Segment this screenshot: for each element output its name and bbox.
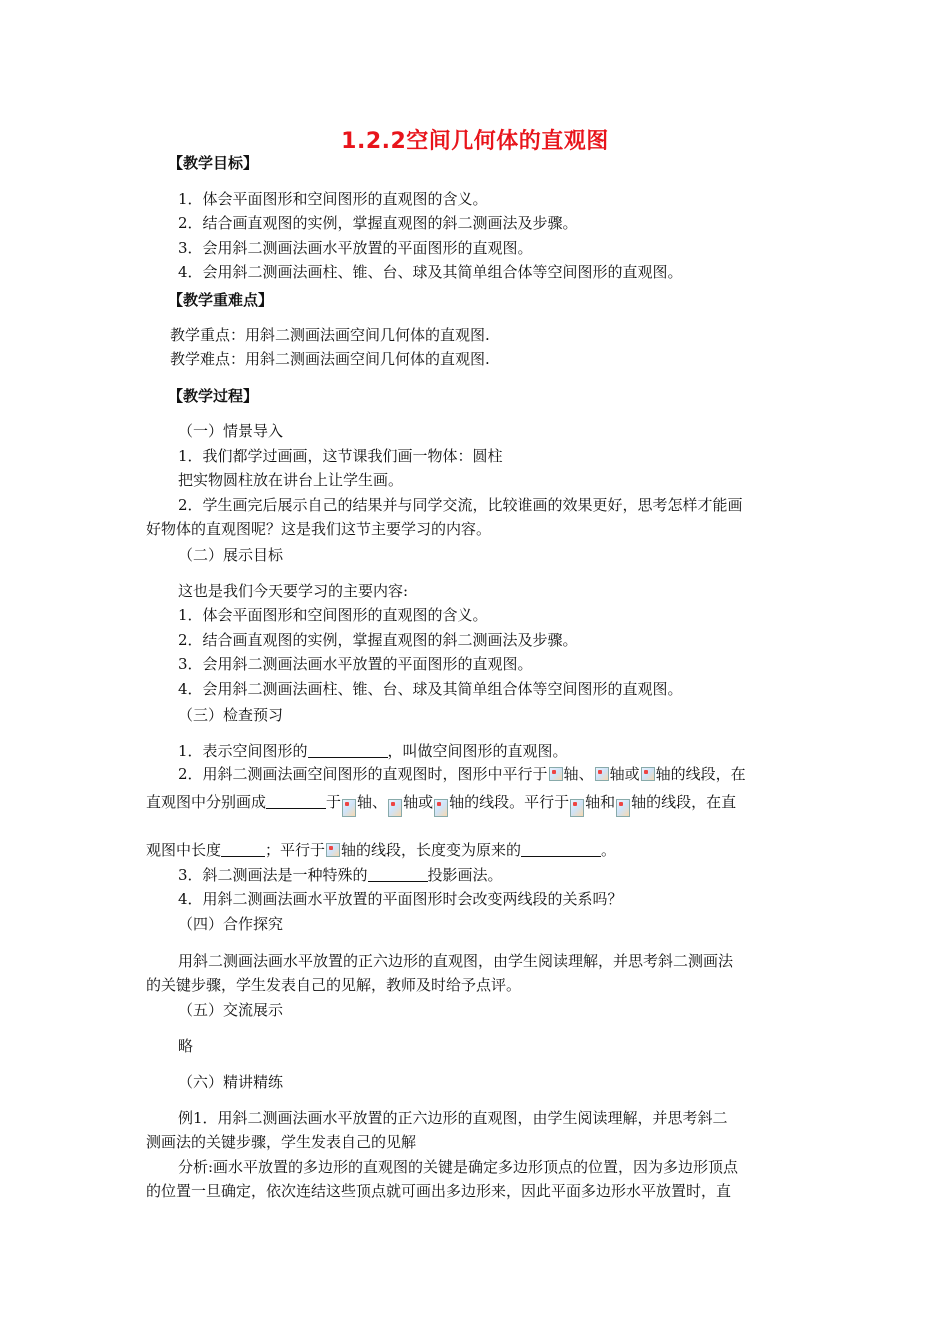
q3-text: 3．斜二测画法是一种特殊的 — [178, 866, 368, 884]
section-4-line: 的关键步骤，学生发表自己的见解，教师及时给予点评。 — [146, 976, 522, 994]
axis-text: 轴 — [357, 793, 373, 811]
axis-text: 轴 — [609, 765, 625, 783]
punct: 、 — [578, 765, 594, 783]
axis-image-icon — [595, 767, 609, 781]
section-5-heading: （五）交流展示 — [178, 1001, 284, 1019]
axis-image-icon — [342, 799, 356, 817]
axis-image-icon — [616, 799, 630, 817]
q2-text: 轴的线段，在直 — [631, 793, 737, 811]
section-1-line: 2．学生画完后展示自己的结果并与同学交流，比较谁画的效果更好，思考怎样才能画 — [178, 496, 743, 514]
axis-image-icon — [388, 799, 402, 817]
yu-text: 于 — [326, 793, 342, 811]
question-2-line-1 — [178, 764, 746, 784]
question-2-line-3 — [146, 840, 616, 860]
section-1-line: 把实物圆柱放在讲台上让学生画。 — [178, 471, 404, 489]
keypoint-focus: 教学重点：用斜二测画法画空间几何体的直观图. — [170, 326, 490, 344]
section-2-intro: 这也是我们今天要学习的主要内容: — [178, 582, 409, 600]
q2-text: 观图中长度 — [146, 841, 222, 859]
goals-heading: 【教学目标】 — [168, 154, 259, 172]
doc-title: 1.2.2空间几何体的直观图 — [341, 129, 609, 154]
q2-text: 轴的线段，在 — [655, 765, 746, 783]
axis-text: 轴 — [563, 765, 579, 783]
q1-text-a: 1．表示空间图形的 — [178, 742, 308, 760]
section-1-line: 1．我们都学过画画，这节课我们画一物体：圆柱 — [178, 447, 503, 465]
section-2-heading: （二）展示目标 — [178, 546, 284, 564]
answer-blank[interactable] — [266, 793, 326, 809]
axis-image-icon — [434, 799, 448, 817]
axis-image-icon — [641, 767, 655, 781]
q2-text: 轴的线段。平行于 — [449, 793, 570, 811]
section-2-line: 4．会用斜二测画法画柱、锥、台、球及其简单组合体等空间图形的直观图。 — [178, 680, 683, 698]
question-4: 4．用斜二测画法画水平放置的平面图形时会改变两线段的关系吗？ — [178, 890, 623, 908]
keypoint-difficulty: 教学难点：用斜二测画法画空间几何体的直观图. — [170, 350, 490, 368]
section-4-line: 用斜二测画法画水平放置的正六边形的直观图，由学生阅读理解，并思考斜二测画法 — [178, 952, 734, 970]
q1-text-b: ，叫做空间图形的直观图。 — [387, 742, 568, 760]
axis-text: 轴 — [403, 793, 419, 811]
goal-4: 4．会用斜二测画法画柱、锥、台、球及其简单组合体等空间图形的直观图。 — [178, 263, 683, 281]
answer-blank[interactable] — [221, 841, 265, 857]
section-2-line: 3．会用斜二测画法画水平放置的平面图形的直观图。 — [178, 655, 533, 673]
q2-text: ；平行于 — [265, 841, 326, 859]
or-text: 或 — [418, 793, 434, 811]
question-1 — [178, 741, 568, 761]
answer-blank[interactable] — [368, 866, 428, 882]
answer-blank[interactable] — [308, 742, 388, 758]
axis-image-icon — [570, 799, 584, 817]
answer-blank[interactable] — [521, 841, 601, 857]
process-heading: 【教学过程】 — [168, 387, 259, 405]
section-3-heading: （三）检查预习 — [178, 706, 284, 724]
q3-text: 投影画法。 — [427, 866, 503, 884]
axis-image-icon — [549, 767, 563, 781]
goal-3: 3．会用斜二测画法画水平放置的平面图形的直观图。 — [178, 239, 533, 257]
punct: 、 — [372, 793, 388, 811]
section-6-line: 例1．用斜二测画法画水平放置的正六边形的直观图，由学生阅读理解，并思考斜二 — [178, 1109, 728, 1127]
punct: 。 — [601, 841, 617, 859]
q2-text: 直观图中分别画成 — [146, 793, 267, 811]
goal-1: 1．体会平面图形和空间图形的直观图的含义。 — [178, 190, 488, 208]
question-3 — [178, 865, 503, 885]
section-6-line: 测画法的关键步骤，学生发表自己的见解 — [146, 1133, 417, 1151]
section-6-line: 分析:画水平放置的多边形的直观图的关键是确定多边形顶点的位置，因为多边形顶点 — [178, 1158, 739, 1176]
or-text: 或 — [624, 765, 640, 783]
keypoints-heading: 【教学重难点】 — [168, 291, 274, 309]
and-text: 轴和 — [585, 793, 616, 811]
section-1-line: 好物体的直观图呢？这是我们这节主要学习的内容。 — [146, 520, 492, 538]
section-1-heading: （一）情景导入 — [178, 422, 284, 440]
q2-text: 2．用斜二测画法画空间图形的直观图时，图形中平行于 — [178, 765, 548, 783]
section-6-line: 的位置一旦确定，依次连结这些顶点就可画出多边形来，因此平面多边形水平放置时，直 — [146, 1182, 732, 1200]
question-2-line-2 — [146, 792, 736, 817]
axis-image-icon — [326, 843, 340, 857]
section-2-line: 1．体会平面图形和空间图形的直观图的含义。 — [178, 606, 488, 624]
section-4-heading: （四）合作探究 — [178, 915, 284, 933]
section-6-heading: （六）精讲精练 — [178, 1073, 284, 1091]
section-5-text: 略 — [178, 1037, 194, 1055]
section-2-line: 2．结合画直观图的实例，掌握直观图的斜二测画法及步骤。 — [178, 631, 578, 649]
goal-2: 2．结合画直观图的实例，掌握直观图的斜二测画法及步骤。 — [178, 214, 578, 232]
q2-text: 轴的线段，长度变为原来的 — [341, 841, 522, 859]
